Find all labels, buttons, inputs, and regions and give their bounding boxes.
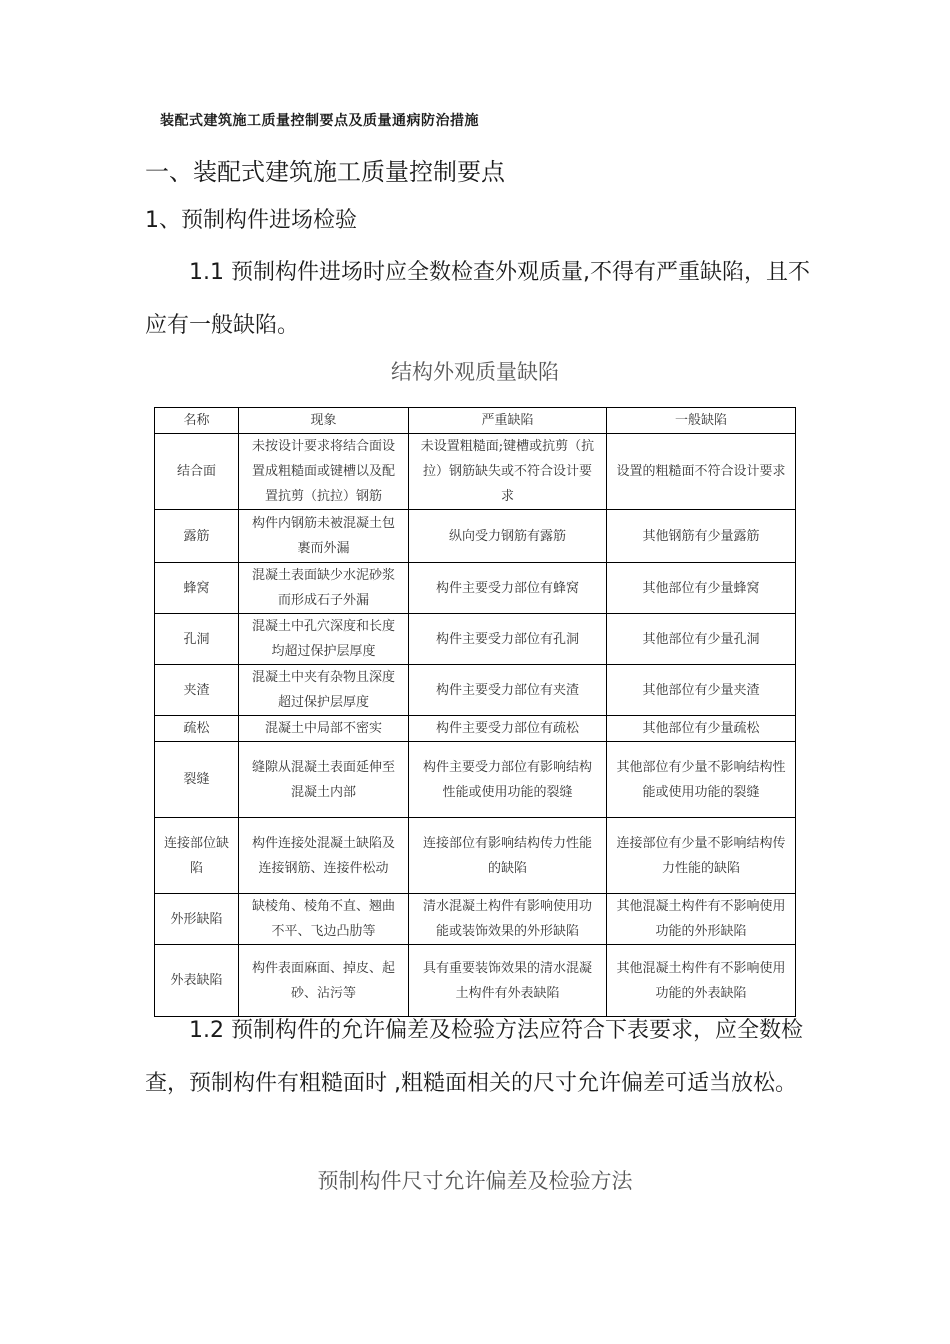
table-cell: 连接部位有影响结构传力性能的缺陷 (409, 818, 607, 894)
table-cell: 疏松 (155, 716, 239, 742)
table-caption-tolerance: 预制构件尺寸允许偏差及检验方法 (317, 1169, 633, 1193)
table-cell: 混凝土表面缺少水泥砂浆而形成石子外漏 (239, 563, 409, 614)
table-cell: 外形缺陷 (155, 894, 239, 945)
table-cell: 其他部位有少量孔洞 (607, 614, 796, 665)
table-cell: 未按设计要求将结合面设置成粗糙面或键槽以及配置抗剪（抗拉）钢筋 (239, 434, 409, 510)
table-cell: 其他混凝土构件有不影响使用功能的外表缺陷 (607, 945, 796, 1017)
paragraph-1-2: 1.2 预制构件的允许偏差及检验方法应符合下表要求，应全数检查，预制构件有粗糙面时 ,粗糙面相关的尺寸允许偏差可适当放松。 (145, 1018, 803, 1096)
table-cell: 外表缺陷 (155, 945, 239, 1017)
table-cell: 未设置粗糙面;键槽或抗剪（抗拉）钢筋缺失或不符合设计要求 (409, 434, 607, 510)
table-cell: 混凝土中夹有杂物且深度超过保护层厚度 (239, 665, 409, 716)
table-cell: 构件主要受力部位有影响结构性能或使用功能的裂缝 (409, 742, 607, 818)
subsection-heading: 1、预制构件进场检验 (145, 208, 357, 233)
defects-table (154, 407, 796, 1017)
table-row (155, 614, 796, 665)
table-cell: 构件主要受力部位有孔洞 (409, 614, 607, 665)
table-cell: 构件主要受力部位有夹渣 (409, 665, 607, 716)
table-cell: 清水混凝土构件有影响使用功能或装饰效果的外形缺陷 (409, 894, 607, 945)
table-cell: 缺棱角、棱角不直、翘曲不平、飞边凸肋等 (239, 894, 409, 945)
column-header: 现象 (239, 408, 409, 434)
table-cell: 混凝土中孔穴深度和长度均超过保护层厚度 (239, 614, 409, 665)
table-cell: 缝隙从混凝土表面延伸至混凝土内部 (239, 742, 409, 818)
table-header-row (155, 408, 796, 434)
table-row (155, 434, 796, 510)
table-cell: 露筋 (155, 510, 239, 563)
table-cell: 结合面 (155, 434, 239, 510)
table-cell: 其他部位有少量夹渣 (607, 665, 796, 716)
table-row (155, 742, 796, 818)
table-cell: 夹渣 (155, 665, 239, 716)
table-cell: 其他部位有少量不影响结构性能或使用功能的裂缝 (607, 742, 796, 818)
table-row (155, 563, 796, 614)
table-cell: 构件主要受力部位有蜂窝 (409, 563, 607, 614)
table-cell: 其他部位有少量蜂窝 (607, 563, 796, 614)
table-cell: 其他部位有少量疏松 (607, 716, 796, 742)
table-cell: 连接部位有少量不影响结构传力性能的缺陷 (607, 818, 796, 894)
table-row (155, 818, 796, 894)
table-cell: 其他钢筋有少量露筋 (607, 510, 796, 563)
table-row (155, 894, 796, 945)
table-cell: 具有重要装饰效果的清水混凝土构件有外表缺陷 (409, 945, 607, 1017)
document-title: 装配式建筑施工质量控制要点及质量通病防治措施 (160, 113, 479, 129)
column-header: 名称 (155, 408, 239, 434)
table-cell: 构件内钢筋未被混凝土包裹而外漏 (239, 510, 409, 563)
table-cell: 纵向受力钢筋有露筋 (409, 510, 607, 563)
table-cell: 蜂窝 (155, 563, 239, 614)
table-row (155, 716, 796, 742)
column-header: 一般缺陷 (607, 408, 796, 434)
table-cell: 混凝土中局部不密实 (239, 716, 409, 742)
table-cell: 构件主要受力部位有疏松 (409, 716, 607, 742)
table-cell: 孔洞 (155, 614, 239, 665)
table-cell: 构件表面麻面、掉皮、起砂、沾污等 (239, 945, 409, 1017)
table-row (155, 665, 796, 716)
table-cell: 裂缝 (155, 742, 239, 818)
column-header: 严重缺陷 (409, 408, 607, 434)
paragraph-1-1: 1.1 预制构件进场时应全数检查外观质量,不得有严重缺陷，且不应有一般缺陷。 (145, 260, 810, 338)
table-cell: 设置的粗糙面不符合设计要求 (607, 434, 796, 510)
table-caption-defects: 结构外观质量缺陷 (391, 360, 559, 384)
table-cell: 其他混凝土构件有不影响使用功能的外形缺陷 (607, 894, 796, 945)
table-row (155, 510, 796, 563)
table-cell: 构件连接处混凝土缺陷及连接钢筋、连接件松动 (239, 818, 409, 894)
table-cell: 连接部位缺陷 (155, 818, 239, 894)
section-heading: 一、装配式建筑施工质量控制要点 (145, 158, 505, 186)
